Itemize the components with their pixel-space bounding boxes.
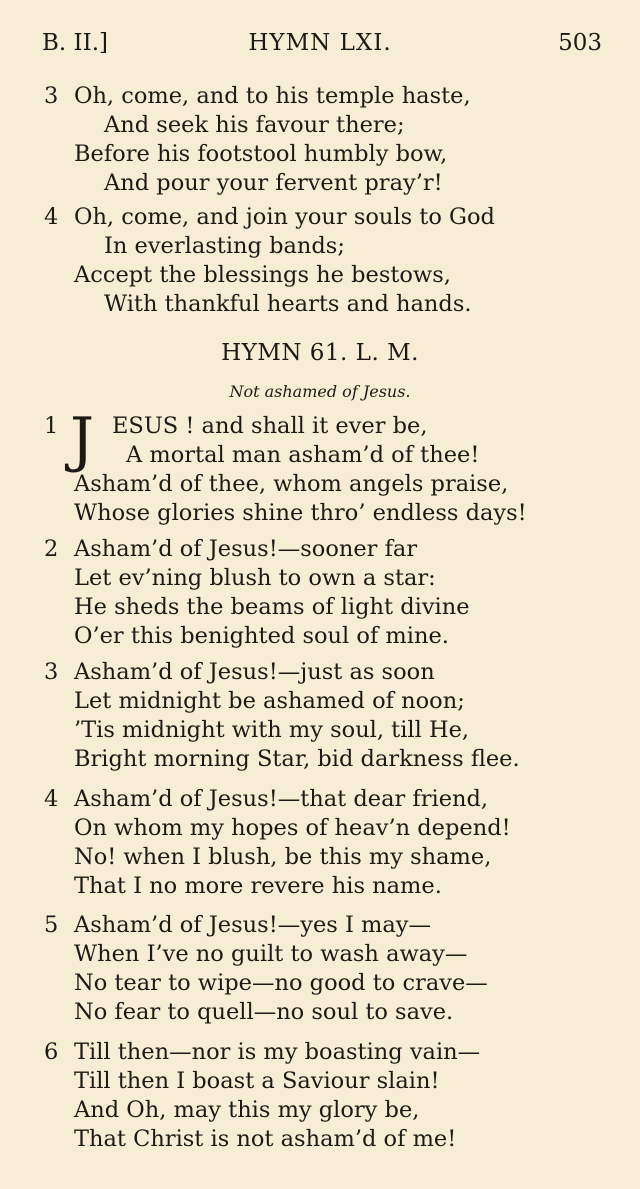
stanza-number: 3 bbox=[44, 659, 59, 685]
page-number: 503 bbox=[558, 30, 602, 56]
stanza-number: 6 bbox=[44, 1039, 59, 1065]
verse-line: ’Tis midnight with my soul, till He, bbox=[74, 717, 470, 743]
verse-line: Oh, come, and to his temple haste, bbox=[74, 83, 471, 109]
verse-line: ESUS ! and shall it ever be, bbox=[112, 413, 428, 439]
verse-line: O’er this benighted soul of mine. bbox=[74, 623, 449, 649]
verse-line: When I’ve no guilt to wash away— bbox=[74, 941, 468, 967]
verse-line: And seek his favour there; bbox=[104, 112, 405, 138]
stanza-number: 2 bbox=[44, 536, 59, 562]
drop-cap: J bbox=[70, 405, 95, 475]
verse-line: He sheds the beams of light divine bbox=[74, 594, 470, 620]
verse-line: Asham’d of Jesus!—sooner far bbox=[74, 536, 418, 562]
running-title: HYMN LXI. bbox=[248, 30, 392, 56]
verse-line: Asham’d of Jesus!—yes I may— bbox=[74, 912, 431, 938]
verse-line: And Oh, may this my glory be, bbox=[74, 1097, 420, 1123]
verse-line: Asham’d of Jesus!—just as soon bbox=[74, 659, 435, 685]
verse-line: Asham’d of thee, whom angels praise, bbox=[74, 471, 509, 497]
book-section: B. II.] bbox=[42, 30, 108, 56]
hymn-title: HYMN 61. L. M. bbox=[221, 340, 419, 366]
stanza-number: 4 bbox=[44, 204, 59, 230]
verse-line: That Christ is not asham’d of me! bbox=[74, 1126, 457, 1152]
stanza-number: 3 bbox=[44, 83, 59, 109]
running-header bbox=[0, 30, 640, 64]
verse-line: On whom my hopes of heav’n depend! bbox=[74, 815, 511, 841]
verse-line: Till then—nor is my boasting vain— bbox=[74, 1039, 481, 1065]
hymn-subtitle: Not ashamed of Jesus. bbox=[229, 382, 411, 401]
verse-line: Oh, come, and join your souls to God bbox=[74, 204, 495, 230]
verse-line: And pour your fervent pray’r! bbox=[104, 170, 443, 196]
verse-line: Accept the blessings he bestows, bbox=[74, 262, 451, 288]
verse-line: Asham’d of Jesus!—that dear friend, bbox=[74, 786, 489, 812]
verse-line: A mortal man asham’d of thee! bbox=[126, 442, 480, 468]
stanza-number: 4 bbox=[44, 786, 59, 812]
verse-line: Whose glories shine thro’ endless days! bbox=[74, 500, 527, 526]
verse-line: With thankful hearts and hands. bbox=[104, 291, 472, 317]
verse-line: Let midnight be ashamed of noon; bbox=[74, 688, 465, 714]
verse-line: No! when I blush, be this my shame, bbox=[74, 844, 492, 870]
verse-line: No tear to wipe—no good to crave— bbox=[74, 970, 488, 996]
verse-line: Let ev’ning blush to own a star: bbox=[74, 565, 436, 591]
verse-line: In everlasting bands; bbox=[104, 233, 345, 259]
verse-line: Before his footstool humbly bow, bbox=[74, 141, 448, 167]
verse-line: Till then I boast a Saviour slain! bbox=[74, 1068, 440, 1094]
stanza-number: 1 bbox=[44, 413, 59, 439]
verse-line: Bright morning Star, bid darkness flee. bbox=[74, 746, 520, 772]
verse-line: No fear to quell—no soul to save. bbox=[74, 999, 454, 1025]
stanza-number: 5 bbox=[44, 912, 59, 938]
verse-line: That I no more revere his name. bbox=[74, 873, 442, 899]
